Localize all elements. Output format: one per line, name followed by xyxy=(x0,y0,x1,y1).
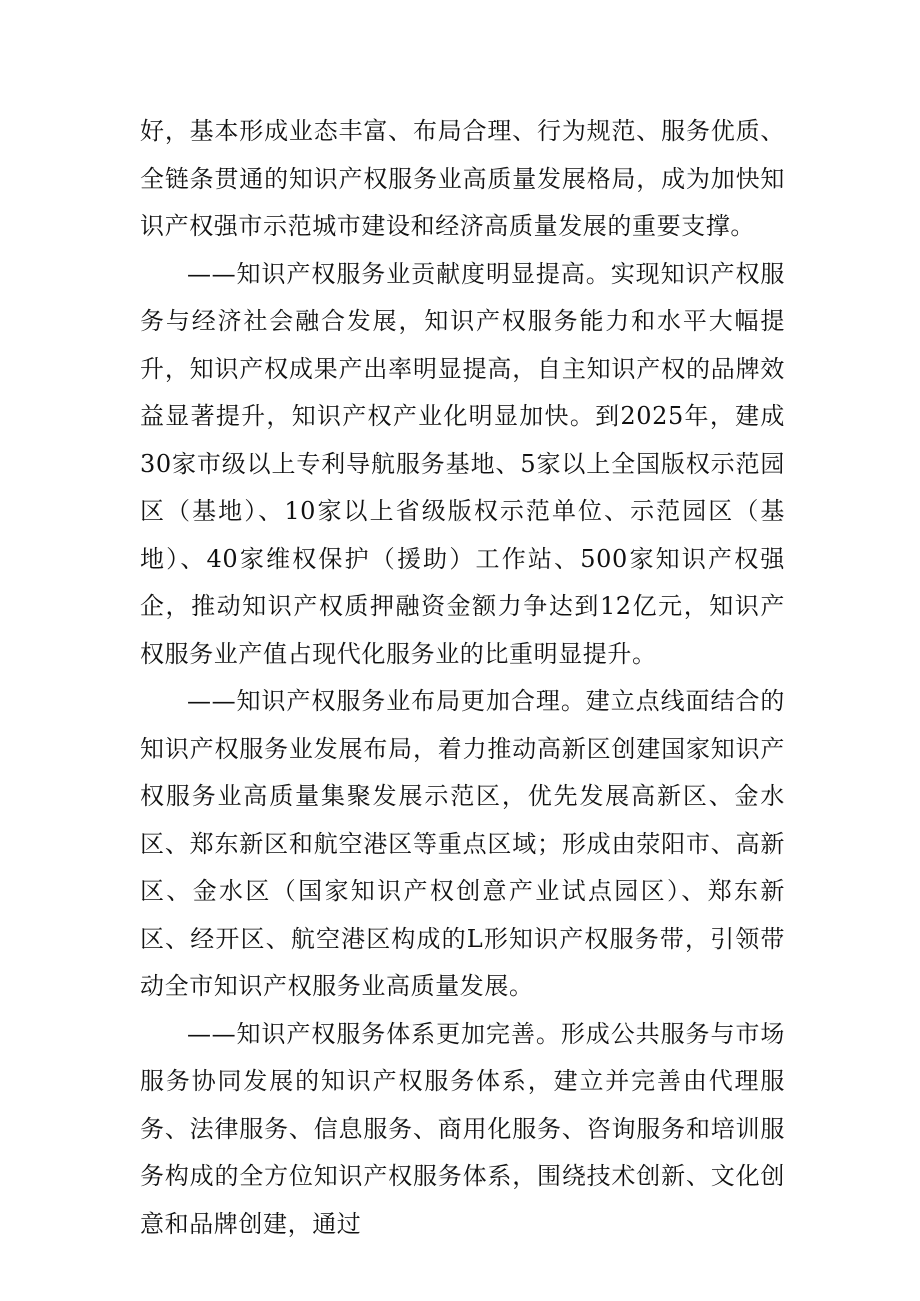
paragraph-continuation: 好，基本形成业态丰富、布局合理、行为规范、服务优质、全链条贯通的知识产权服务业高质量发展格局，成为加快知识产权强市示范城市建设和经济高质量发展的重要支撑。 xyxy=(140,117,785,240)
paragraph-layout: ——知识产权服务业布局更加合理。建立点线面结合的知识产权服务业发展布局，着力推动高新区创建国家知识产权服务业高质量集聚发展示范区，优先发展高新区、金水区、郑东新区和航空港区等重点区域；形成由荥阳市、高新区、金水区（国家知识产权创意产业试点园区）、郑东新区、经开区、航空港区构成的L形知识产权服务带，引领带动全市知识产权服务业高质量发展。 xyxy=(140,687,785,1000)
paragraph-service-system: ——知识产权服务体系更加完善。形成公共服务与市场服务协同发展的知识产权服务体系，建立并完善由代理服务、法律服务、信息服务、商用化服务、咨询服务和培训服务构成的全方位知识产权服务体系，围绕技术创新、文化创意和品牌创建，通过 xyxy=(140,1019,785,1238)
document-page xyxy=(140,108,785,1248)
paragraph-contribution: ——知识产权服务业贡献度明显提高。实现知识产权服务与经济社会融合发展，知识产权服务能力和水平大幅提升，知识产权成果产出率明显提高，自主知识产权的品牌效益显著提升，知识产权产业化明显加快。到2025年，建成30家市级以上专利导航服务基地、5家以上全国版权示范园区（基地）、10家以上省级版权示范单位、示范园区（基地）、40家维权保护（援助）工作站、500家知识产权强企，推动知识产权质押融资金额力争达到12亿元，知识产权服务业产值占现代化服务业的比重明显提升。 xyxy=(140,259,785,668)
